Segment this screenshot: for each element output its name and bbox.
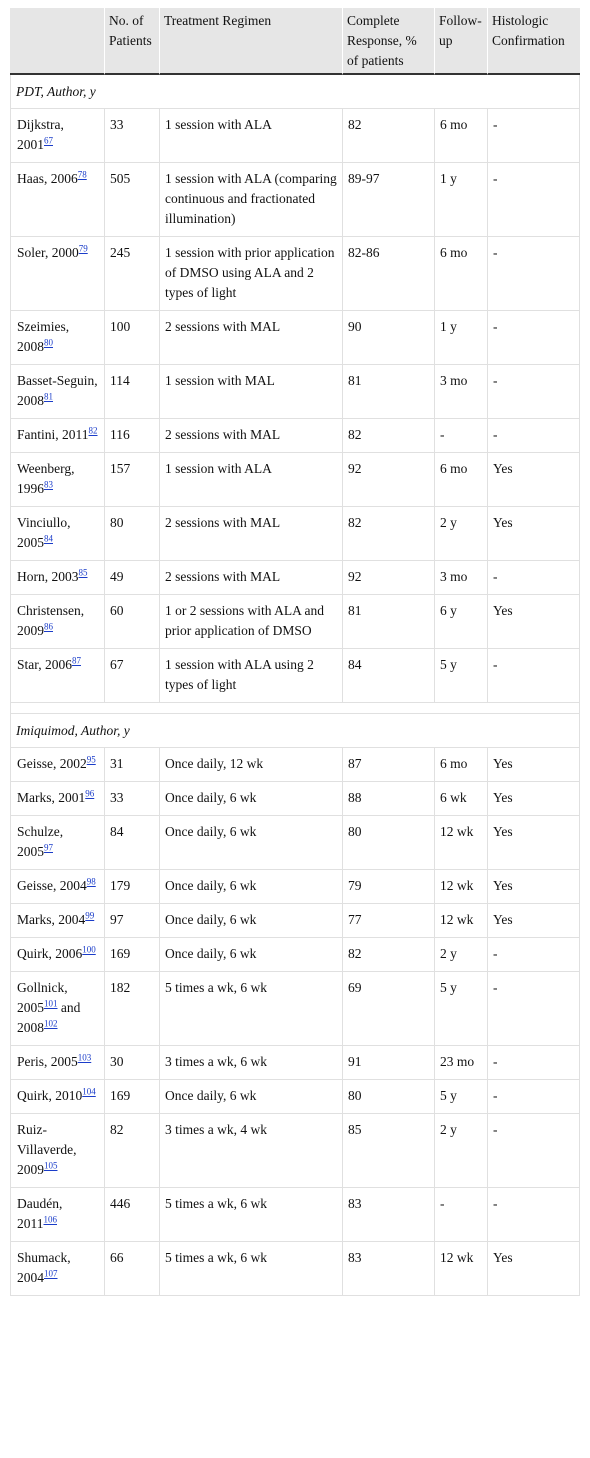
followup-cell: 12 wk: [435, 904, 488, 938]
author-cell: [10, 1242, 105, 1296]
author-cell: [10, 419, 105, 453]
patients-cell: 80: [105, 507, 160, 561]
table-row: [10, 453, 580, 507]
table-row: [10, 561, 580, 595]
response-cell: 85: [343, 1114, 435, 1188]
histologic-cell: -: [488, 1188, 580, 1242]
author-name: Marks, 2004: [17, 912, 86, 927]
followup-cell: 6 wk: [435, 782, 488, 816]
author-name: Star, 2006: [17, 657, 72, 672]
table-row: [10, 507, 580, 561]
author-cell: [10, 938, 105, 972]
followup-cell: 1 y: [435, 163, 488, 237]
response-cell: 82-86: [343, 237, 435, 311]
table-row: [10, 782, 580, 816]
response-cell: 80: [343, 816, 435, 870]
section-spacer-row: [10, 703, 580, 714]
author-name: Dijkstra, 2001: [17, 117, 64, 152]
histologic-cell: Yes: [488, 595, 580, 649]
author-name: Horn, 2003: [17, 569, 79, 584]
patients-cell: 157: [105, 453, 160, 507]
reference-superscript: [79, 568, 88, 578]
reference-superscript: [79, 244, 88, 254]
followup-cell: 6 mo: [435, 237, 488, 311]
regimen-cell: 2 sessions with MAL: [160, 561, 343, 595]
table-row: [10, 870, 580, 904]
reference-link[interactable]: 95: [86, 754, 96, 765]
response-cell: 84: [343, 649, 435, 703]
histologic-cell: Yes: [488, 507, 580, 561]
author-name: Basset-Seguin, 2008: [17, 373, 98, 408]
followup-cell: 6 y: [435, 595, 488, 649]
table-row: [10, 163, 580, 237]
response-cell: 92: [343, 561, 435, 595]
reference-superscript: [89, 426, 98, 436]
reference-link[interactable]: 84: [44, 533, 53, 544]
reference-superscript: [44, 480, 53, 490]
histologic-cell: -: [488, 1046, 580, 1080]
reference-link[interactable]: 86: [44, 621, 53, 632]
table-row: [10, 972, 580, 1046]
response-cell: 81: [343, 365, 435, 419]
reference-link[interactable]: 97: [44, 842, 53, 853]
reference-link[interactable]: 105: [44, 1160, 58, 1171]
histologic-cell: -: [488, 163, 580, 237]
regimen-cell: 5 times a wk, 6 wk: [160, 972, 343, 1046]
regimen-cell: 2 sessions with MAL: [160, 507, 343, 561]
response-cell: 80: [343, 1080, 435, 1114]
pdt-section-row: [10, 75, 580, 109]
regimen-cell: 1 session with ALA using 2 types of light: [160, 649, 343, 703]
header-author: [10, 8, 105, 75]
patients-cell: 60: [105, 595, 160, 649]
header-response: Complete Response, % of patients: [343, 8, 435, 75]
reference-superscript: [44, 999, 58, 1009]
pdt-section-title: PDT, Author, y: [10, 75, 580, 109]
reference-link[interactable]: 96: [85, 788, 95, 799]
response-cell: 88: [343, 782, 435, 816]
table-row: [10, 365, 580, 419]
table-row: [10, 904, 580, 938]
author-name: Daudén, 2011: [17, 1196, 63, 1231]
histologic-cell: Yes: [488, 904, 580, 938]
followup-cell: 5 y: [435, 1080, 488, 1114]
author-cell: [10, 453, 105, 507]
author-name: Fantini, 2011: [17, 427, 89, 442]
imiquimod-section-title: Imiquimod, Author, y: [10, 714, 580, 748]
response-cell: 87: [343, 748, 435, 782]
author-cell: [10, 904, 105, 938]
regimen-cell: Once daily, 6 wk: [160, 1080, 343, 1114]
table-row: [10, 311, 580, 365]
followup-cell: 12 wk: [435, 816, 488, 870]
reference-superscript: [78, 170, 87, 180]
author-cell: [10, 1114, 105, 1188]
histologic-cell: -: [488, 561, 580, 595]
author-cell: [10, 748, 105, 782]
reference-superscript: [44, 1215, 58, 1225]
author-cell: [10, 595, 105, 649]
reference-superscript: [44, 1269, 58, 1279]
patients-cell: 33: [105, 782, 160, 816]
author-cell: [10, 109, 105, 163]
reference-link[interactable]: 103: [77, 1052, 92, 1063]
reference-superscript: [87, 755, 96, 765]
followup-cell: 6 mo: [435, 748, 488, 782]
author-name-extra: and 2008: [17, 1000, 81, 1035]
regimen-cell: 1 or 2 sessions with ALA and prior application of DMSO: [160, 595, 343, 649]
table-row: [10, 237, 580, 311]
table-row: [10, 1242, 580, 1296]
regimen-cell: 5 times a wk, 6 wk: [160, 1188, 343, 1242]
reference-superscript: [78, 1053, 92, 1063]
regimen-cell: 1 session with prior application of DMSO using ALA and 2 types of light: [160, 237, 343, 311]
patients-cell: 114: [105, 365, 160, 419]
author-cell: [10, 237, 105, 311]
reference-link[interactable]: 78: [77, 169, 87, 180]
response-cell: 69: [343, 972, 435, 1046]
reference-superscript: [87, 877, 96, 887]
reference-superscript: [44, 843, 53, 853]
author-name: Gollnick, 2005: [17, 980, 68, 1015]
followup-cell: 5 y: [435, 972, 488, 1046]
response-cell: 91: [343, 1046, 435, 1080]
imiquimod-section-row: [10, 714, 580, 748]
author-cell: [10, 782, 105, 816]
reference-superscript: [82, 945, 96, 955]
table-row: [10, 748, 580, 782]
reference-link[interactable]: 98: [86, 876, 96, 887]
histologic-cell: -: [488, 649, 580, 703]
reference-superscript: [44, 622, 53, 632]
author-name: Weenberg, 1996: [17, 461, 75, 496]
reference-superscript: [82, 1087, 96, 1097]
table-row: [10, 1188, 580, 1242]
reference-superscript: [44, 136, 53, 146]
table-row: [10, 109, 580, 163]
histologic-cell: Yes: [488, 870, 580, 904]
patients-cell: 49: [105, 561, 160, 595]
table-row: [10, 595, 580, 649]
followup-cell: -: [435, 419, 488, 453]
histologic-cell: -: [488, 1080, 580, 1114]
author-name: Christensen, 2009: [17, 603, 85, 638]
followup-cell: 6 mo: [435, 109, 488, 163]
reference-link[interactable]: 82: [88, 425, 98, 436]
author-cell: [10, 870, 105, 904]
histologic-cell: -: [488, 972, 580, 1046]
author-cell: [10, 561, 105, 595]
section-spacer: [10, 703, 580, 714]
table-container: [10, 8, 580, 1296]
patients-cell: 97: [105, 904, 160, 938]
patients-cell: 505: [105, 163, 160, 237]
response-cell: 89-97: [343, 163, 435, 237]
response-cell: 82: [343, 419, 435, 453]
table-row: [10, 1114, 580, 1188]
reference-link[interactable]: 101: [44, 998, 58, 1009]
followup-cell: 6 mo: [435, 453, 488, 507]
reference-link[interactable]: 99: [85, 910, 95, 921]
reference-superscript: [44, 534, 53, 544]
regimen-cell: 2 sessions with MAL: [160, 311, 343, 365]
patients-cell: 67: [105, 649, 160, 703]
table-row: [10, 649, 580, 703]
reference-superscript: [44, 338, 53, 348]
reference-superscript: [44, 1161, 58, 1171]
histologic-cell: -: [488, 1114, 580, 1188]
patients-cell: 30: [105, 1046, 160, 1080]
reference-link[interactable]: 87: [71, 655, 81, 666]
followup-cell: 2 y: [435, 938, 488, 972]
histologic-cell: Yes: [488, 453, 580, 507]
table-row: [10, 419, 580, 453]
histologic-cell: -: [488, 237, 580, 311]
author-name: Vinciullo, 2005: [17, 515, 71, 550]
author-name: Peris, 2005: [17, 1054, 78, 1069]
response-cell: 83: [343, 1188, 435, 1242]
followup-cell: 5 y: [435, 649, 488, 703]
author-name: Schulze, 2005: [17, 824, 64, 859]
followup-cell: 2 y: [435, 1114, 488, 1188]
table-header: [10, 8, 580, 75]
table-row: [10, 816, 580, 870]
patients-cell: 66: [105, 1242, 160, 1296]
reference-link[interactable]: 107: [44, 1268, 58, 1279]
regimen-cell: 1 session with ALA: [160, 453, 343, 507]
histologic-cell: Yes: [488, 748, 580, 782]
reference-link[interactable]: 104: [82, 1086, 96, 1097]
reference-link[interactable]: 85: [78, 567, 88, 578]
patients-cell: 169: [105, 1080, 160, 1114]
patients-cell: 245: [105, 237, 160, 311]
regimen-cell: 2 sessions with MAL: [160, 419, 343, 453]
patients-cell: 446: [105, 1188, 160, 1242]
reference-superscript: [85, 911, 94, 921]
regimen-cell: 1 session with ALA: [160, 109, 343, 163]
table-row: [10, 938, 580, 972]
regimen-cell: Once daily, 6 wk: [160, 870, 343, 904]
author-name: Ruiz-Villaverde, 2009: [17, 1122, 77, 1177]
followup-cell: 12 wk: [435, 870, 488, 904]
followup-cell: 12 wk: [435, 1242, 488, 1296]
reference-link[interactable]: 83: [44, 479, 53, 490]
header-patients: No. of Patients: [105, 8, 160, 75]
followup-cell: 23 mo: [435, 1046, 488, 1080]
histologic-cell: -: [488, 311, 580, 365]
regimen-cell: Once daily, 12 wk: [160, 748, 343, 782]
header-histologic: Histologic Confirmation: [488, 8, 580, 75]
author-name: Geisse, 2004: [17, 878, 87, 893]
response-cell: 83: [343, 1242, 435, 1296]
patients-cell: 116: [105, 419, 160, 453]
author-cell: [10, 972, 105, 1046]
table-body: [10, 75, 580, 1296]
reference-link[interactable]: 100: [82, 944, 96, 955]
regimen-cell: Once daily, 6 wk: [160, 816, 343, 870]
author-cell: [10, 1046, 105, 1080]
followup-cell: 2 y: [435, 507, 488, 561]
response-cell: 82: [343, 938, 435, 972]
histologic-cell: -: [488, 419, 580, 453]
reference-superscript: [44, 392, 53, 402]
regimen-cell: 1 session with MAL: [160, 365, 343, 419]
followup-cell: 3 mo: [435, 365, 488, 419]
reference-link[interactable]: 79: [78, 243, 88, 254]
author-name: Soler, 2000: [17, 245, 79, 260]
reference-superscript: [85, 789, 94, 799]
patients-cell: 100: [105, 311, 160, 365]
table-row: [10, 1046, 580, 1080]
author-name: Szeimies, 2008: [17, 319, 70, 354]
regimen-cell: Once daily, 6 wk: [160, 782, 343, 816]
patients-cell: 182: [105, 972, 160, 1046]
response-cell: 81: [343, 595, 435, 649]
histologic-cell: Yes: [488, 782, 580, 816]
author-cell: [10, 163, 105, 237]
response-cell: 82: [343, 109, 435, 163]
author-name: Quirk, 2006: [17, 946, 83, 961]
followup-cell: -: [435, 1188, 488, 1242]
author-name: Quirk, 2010: [17, 1088, 83, 1103]
regimen-cell: 5 times a wk, 6 wk: [160, 1242, 343, 1296]
histologic-cell: -: [488, 365, 580, 419]
regimen-cell: 3 times a wk, 6 wk: [160, 1046, 343, 1080]
reference-link[interactable]: 102: [44, 1018, 58, 1029]
author-cell: [10, 365, 105, 419]
header-regimen: Treatment Regimen: [160, 8, 343, 75]
regimen-cell: 1 session with ALA (comparing continuous and fractionated illumination): [160, 163, 343, 237]
author-cell: [10, 311, 105, 365]
response-cell: 90: [343, 311, 435, 365]
patients-cell: 169: [105, 938, 160, 972]
author-cell: [10, 507, 105, 561]
reference-link[interactable]: 80: [44, 337, 53, 348]
regimen-cell: Once daily, 6 wk: [160, 904, 343, 938]
treatment-results-table: [10, 8, 580, 1296]
patients-cell: 82: [105, 1114, 160, 1188]
response-cell: 92: [343, 453, 435, 507]
patients-cell: 84: [105, 816, 160, 870]
response-cell: 77: [343, 904, 435, 938]
author-cell: [10, 1188, 105, 1242]
author-name: Marks, 2001: [17, 790, 86, 805]
response-cell: 82: [343, 507, 435, 561]
reference-link[interactable]: 81: [44, 391, 53, 402]
histologic-cell: -: [488, 938, 580, 972]
patients-cell: 31: [105, 748, 160, 782]
histologic-cell: Yes: [488, 1242, 580, 1296]
author-name: Geisse, 2002: [17, 756, 87, 771]
reference-superscript: [72, 656, 81, 666]
author-cell: [10, 816, 105, 870]
author-name: Haas, 2006: [17, 171, 78, 186]
header-followup: Follow-up: [435, 8, 488, 75]
reference-link[interactable]: 106: [43, 1214, 57, 1225]
table-row: [10, 1080, 580, 1114]
header-row: [10, 8, 580, 75]
followup-cell: 3 mo: [435, 561, 488, 595]
followup-cell: 1 y: [435, 311, 488, 365]
histologic-cell: -: [488, 109, 580, 163]
reference-superscript: [44, 1019, 58, 1029]
patients-cell: 33: [105, 109, 160, 163]
histologic-cell: Yes: [488, 816, 580, 870]
response-cell: 79: [343, 870, 435, 904]
reference-link[interactable]: 67: [44, 135, 53, 146]
author-cell: [10, 649, 105, 703]
author-cell: [10, 1080, 105, 1114]
regimen-cell: Once daily, 6 wk: [160, 938, 343, 972]
patients-cell: 179: [105, 870, 160, 904]
author-name: Shumack, 2004: [17, 1250, 71, 1285]
regimen-cell: 3 times a wk, 4 wk: [160, 1114, 343, 1188]
